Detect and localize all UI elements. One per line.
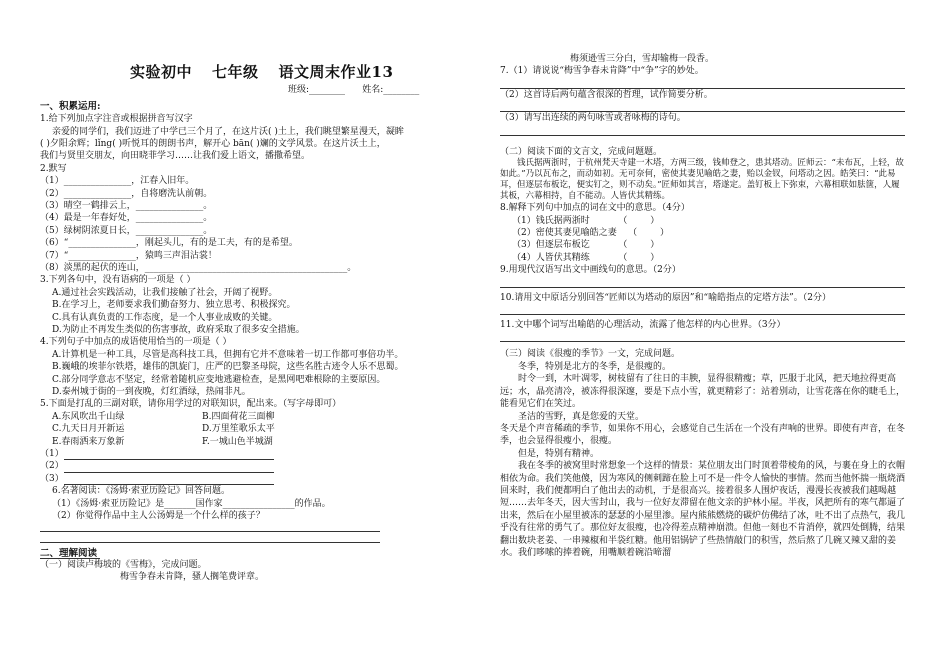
blank-label: （3）: [40, 473, 64, 484]
right-column: [500, 53, 905, 559]
q4-options: [40, 349, 470, 399]
essay-paragraph: 但是，特别有精神。: [518, 448, 600, 459]
question-title: 11.文中哪个词写出喻皓的心理活动，流露了他怎样的内心世界。（3分）: [500, 320, 786, 331]
option-item[interactable]: C.部分同学意志不坚定，经常着随机应变地逃避检查，是黑网吧难根除的主要原因。: [52, 374, 386, 385]
blank-label: （1）: [40, 449, 64, 460]
question-title: 6.名著阅读：《汤姆·索亚历险记》回答问题。: [52, 486, 230, 497]
couplet-row: [40, 411, 470, 423]
option-item[interactable]: B.巍峨的埃菲尔铁塔，雄伟的凯旋门，庄严的巴黎圣母院，这些名胜古迹令人乐不思蜀。: [52, 362, 404, 373]
option-item[interactable]: D.为防止不再发生类似的伤害事故，政府采取了很多安全措施。: [52, 325, 305, 336]
answer-blank-row: [40, 460, 470, 472]
option-item[interactable]: C.具有认真负责的工作态度，是一个人事业成败的关键。: [52, 312, 278, 323]
title-subject: 语文周末作业13: [278, 63, 394, 81]
option-item[interactable]: A.计算机是一种工具，尽管是高科技工具，但拥有它并不意味着一切工作都可事倍功半。: [52, 349, 404, 360]
couplet-option: F.一城山色半城湖: [202, 436, 273, 447]
reading-title: （一）阅读卢梅坡的《雪梅》，完成问题。: [40, 559, 207, 570]
option-item[interactable]: D.泰州城于街的一到夜晚，灯红酒绿，热闹非凡。: [52, 387, 251, 398]
recitation-item[interactable]: （2）_______________，自将磨洗认前朝。: [40, 188, 213, 199]
couplet-options: [40, 411, 470, 448]
essay-paragraph: 圣洁的雪野，真是您爱的天堂。: [518, 411, 645, 422]
poem-line: 梅雪争春未肯降，骚人搁笔费评章。: [120, 572, 265, 583]
question-title: 2.默写: [40, 163, 67, 174]
answer-line[interactable]: [500, 314, 905, 315]
answer-line[interactable]: [500, 135, 905, 136]
recitation-item[interactable]: （8）淡黑的起伏的连山，_____________________________________________。: [40, 262, 357, 273]
student-info: [288, 84, 419, 96]
couplet-row: [40, 436, 470, 448]
blank-label: （2）: [40, 461, 64, 472]
explanation-item[interactable]: （1）钱氏据两浙时 （ ）: [512, 215, 660, 226]
question-text: （2）这首诗后两句蕴含很深的哲理，试作简要分析。: [500, 89, 713, 100]
essay-paragraph: 冬天是个声音稀疏的季节，如果你不用心，会感觉自己生活在一个没有声响的世界。即使有声音，在冬季，也会显得很瘦小，很瘦。: [500, 423, 906, 447]
question-title: 7.（1）请说说“梅雪争春未肯降”中“争”字的妙处。: [500, 66, 704, 77]
explanation-item[interactable]: （4）人皆伏其精练 （ ）: [512, 252, 660, 263]
couplet-option: D.万里笙歌乐太平: [202, 424, 275, 435]
passage-line: 亲爱的同学们，我们迈进了中学已三个月了，在这片沃( )土上，我们眺望繁星漫天，凝眸: [52, 126, 404, 137]
answer-line[interactable]: [64, 462, 274, 473]
class-field[interactable]: 班级:________: [288, 85, 346, 95]
recitation-list: [40, 175, 470, 274]
question-text: （1）《汤姆·索亚历险记》是_______国作家________________的作品。: [52, 498, 331, 509]
passage-line: ( )夕阳余辉；lǐng( )听悦耳的朗朗书声，解开心 bān( )斓的文学风景。在这片沃土上，: [40, 138, 386, 149]
title-school: 实验初中: [130, 63, 193, 81]
section-heading: 二、理解阅读: [40, 547, 98, 559]
question-title: 9.用现代汉语写出文中画线句的意思。（2分）: [500, 265, 681, 276]
option-item[interactable]: A.通过社会实践活动，让我们接触了社会，开阔了视野。: [52, 287, 278, 298]
couplet-option: C.九天日月开新运: [52, 424, 125, 435]
section-heading: 一、积累运用:: [40, 101, 101, 112]
option-item[interactable]: B.在学习上，老师要求我们勤奋努力、独立思考、积极探究。: [52, 300, 296, 311]
poem-line: 梅须逊雪三分白，雪却输梅一段香。: [570, 54, 715, 64]
essay-paragraph: 冬季，特别是北方的冬季，是很瘦的。: [518, 361, 672, 372]
essay-paragraph: 我在冬季的被窝里时常想象一个这样的情景：某位朋友出门时顶着带棱角的风，与裹在身上的衣帽相依为命。我们笑他傻，因为寒风的侧刺蹄在脸上可不是一件令人愉快的事情。然而当他怀揣一瓶烧酒回来时，我们便都明白了他出去的动机，于是很高兴。接着很多人围炉夜话，漫漫长夜被我们越喝越短……去年冬天，因大雪封山，我与一位好友滞留在他文亲的护林小屋。半夜，风把所有的寒气都逼了出来，然后在小屋里被冻的瑟瑟的小屋里渗。屋内熊熊燃烧的碳炉仿佛结了冰，吐不出了点热气，我几乎没有往常的勇气了。那位好友很瘦，也冷得差点精神崩溃。但他一刻也不肯消停，就四处倒腾，结果翻出数块老姜、一串辣椒和半袋红糖。他用铝锅铲了些热情敲门的积雪，然后熬了几碗又辣又甜的姜水。我们哆嗦的捧着碗，用嘴顺着碗沿啼溜: [500, 461, 906, 558]
answer-line[interactable]: [500, 287, 905, 288]
question-text: （2）你觉得作品中主人公汤姆是一个什么样的孩子？: [52, 511, 265, 522]
recitation-item[interactable]: （6）“_______________，刚起头儿，有的是工夫，有的是希望。: [40, 238, 298, 249]
question-title: 3.下列各句中，没有语病的一项是（ ）: [40, 275, 196, 286]
explanation-item[interactable]: （2）密使其妻见喻皓之妻 （ ）: [512, 228, 670, 239]
recitation-item[interactable]: （1）_______________，江春入旧年。: [40, 176, 195, 187]
question-title: 4.下列句子中加点的成语使用恰当的一项是（ ）: [40, 337, 232, 348]
couplet-option: A.东风吹出千山绿: [52, 411, 125, 422]
question-title: 8.解释下列句中加点的词在文中的意思。（4分）: [500, 203, 690, 214]
passage-line: 我们与贤里交朋友，向田晓菲学习……让我们爱上语文，播撒希望。: [40, 151, 311, 162]
left-column: [40, 100, 470, 583]
explanation-item[interactable]: （3）但逐层布板讫 （ ）: [512, 240, 660, 251]
reading-title: （二）阅读下面的文言文，完成问题题。: [500, 146, 663, 157]
classical-passage: 钱氏据两浙时，于杭州梵天寺建一木塔，方两三级，钱帅登之，患其塔动。匠师云：“未布瓦，上轻，故如此。”乃以瓦布之，而动如初。无可奈何，密使其妻见喻皓之妻，贻以金钗，问塔动之因。皓笑曰：“此易耳，但逐层布板讫，便实钉之，则不动矣。”匠师如其言，塔遂定。盖钉板上下弥束，六幕相联如胠箧，人履其板，六幕相持，自不能动。人皆伏其精练。: [500, 158, 904, 202]
question-text: （3）请写出连续的两句咏雪或者咏梅的诗句。: [500, 113, 686, 124]
question-title: 5.下面是打乱的三副对联，请你用学过的对联知识，配出来。（写字母即可）: [40, 399, 342, 410]
question-title: 1.给下列加点字注音或根据拼音写汉字: [40, 114, 193, 125]
page-title: [130, 62, 413, 83]
word-explanation-list: [500, 215, 905, 265]
answer-blank-row: [40, 473, 470, 485]
reading-title: （三）阅读《很瘦的季节》一文，完成问题。: [500, 349, 681, 360]
essay-paragraph: 时令一到，木叶凋零，树枝留有了往日的丰腴，显得很精瘦；草，匹服于北风，把天地拉得更高远；水，晶亮清冷，被冻得很深邃，要是下点小雪，就更精彩了：站着别动，让雪花落在你的睫毛上，能看见它们在笑过。: [500, 374, 906, 410]
recitation-item[interactable]: （4）最是一年春好处，_______________。: [40, 213, 213, 224]
recitation-item[interactable]: （5）绿树阴浓夏日长，_______________。: [40, 225, 213, 236]
recitation-item[interactable]: （7）“_______________，猿鸣三声泪沾裳！: [40, 250, 217, 261]
couplet-option: B.四面荷花三面柳: [202, 411, 275, 422]
answer-line[interactable]: [40, 531, 380, 532]
q3-options: [40, 287, 470, 337]
answer-line[interactable]: [64, 449, 274, 460]
answer-line[interactable]: [64, 474, 274, 485]
question-title: 10.请用文中原话分别回答“匠师以为塔动的原因”和“喻皓指点的定塔方法”。（2分）: [500, 292, 831, 303]
recitation-item[interactable]: （3）晴空一鹤排云上，_______________。: [40, 200, 213, 211]
couplet-option: E.春雨洒来万象新: [52, 436, 125, 447]
couplet-row: [40, 423, 470, 435]
answer-line[interactable]: [40, 542, 380, 543]
title-grade: 七年级: [212, 63, 259, 81]
couplet-answer-blanks: [40, 448, 470, 485]
answer-line[interactable]: [500, 341, 905, 342]
name-field[interactable]: 姓名:________: [362, 85, 420, 95]
answer-blank-row: [40, 448, 470, 460]
